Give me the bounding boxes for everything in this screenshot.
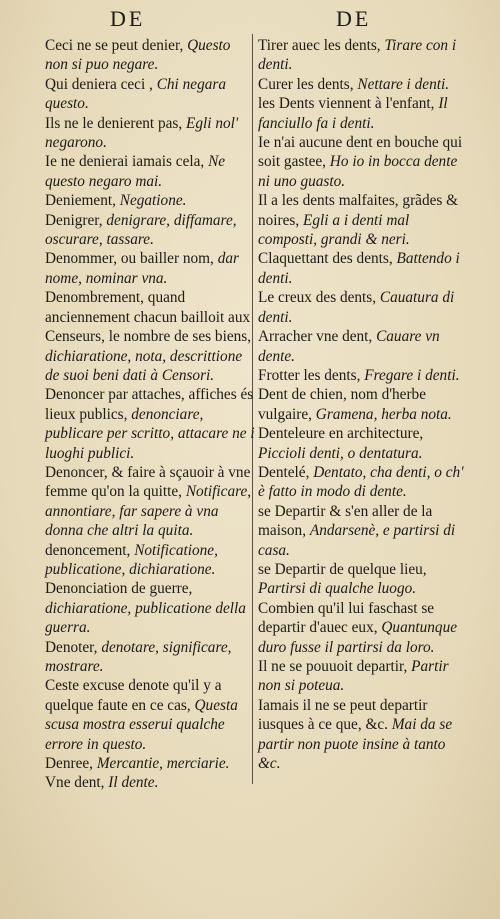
italian-translation: dichiaratione, publicatione della guerra. (45, 599, 246, 637)
italian-translation: Cauatura di denti. (258, 289, 455, 326)
dictionary-entry (258, 133, 468, 191)
dictionary-entry (45, 541, 255, 580)
dictionary-entry (45, 191, 255, 210)
italian-translation: Questo non si puo negare. (45, 37, 231, 74)
french-text: Arracher vne dent, (258, 328, 377, 346)
french-text: Tirer auec les dents, (258, 37, 385, 54)
dictionary-entry (258, 657, 468, 696)
french-text: Vne dent, (45, 774, 109, 792)
dictionary-entry (258, 327, 468, 366)
dictionary-entry (45, 676, 255, 754)
french-text: Denigrer, (45, 211, 107, 229)
dictionary-entry (258, 366, 468, 385)
dictionary-entry (45, 152, 255, 191)
dictionary-entry (45, 75, 255, 114)
dictionary-entry (45, 288, 255, 385)
italian-translation: Notificatione, publicatione, dichiaratione. (45, 541, 218, 578)
french-text: Combien qu'il lui faschast se departir d'auec eux, (258, 599, 435, 637)
italian-translation: Ho io in bocca dente ni uno guasto. (258, 153, 458, 190)
italian-translation: Mercantie, merciarie. (96, 755, 230, 773)
right-column (258, 36, 468, 773)
italian-translation: Il fanciullo fa i denti. (258, 95, 448, 132)
dictionary-entry (45, 114, 255, 153)
italian-translation: Notificare, annontiare, far sapere à vna donna che altri la quita. (45, 483, 252, 540)
french-text: Ceste excuse denote qu'il y a quelque faute en ce cas, (45, 677, 222, 714)
italian-translation: Andarsenè, e partirsi di casa. (258, 522, 456, 559)
french-text: Frotter les dents, (258, 366, 365, 384)
french-text: Denoter, (45, 638, 102, 656)
dictionary-entry (45, 773, 255, 792)
italian-translation: Piccioli denti, o dentatura. (258, 444, 423, 462)
italian-translation: Quantunque duro fusse il partirsi da loro. (258, 619, 458, 656)
italian-translation: Nettare i denti. (357, 75, 450, 93)
italian-translation: denotare, significare, mostrare. (45, 638, 232, 675)
dictionary-entry (258, 560, 468, 599)
dictionary-entry (258, 424, 468, 463)
dictionary-entry (258, 696, 468, 774)
left-column (45, 36, 255, 793)
dictionary-entry (258, 75, 468, 94)
italian-translation: Egli nol' negarono. (45, 114, 239, 152)
dictionary-entry (45, 638, 255, 677)
italian-translation: Partirsi di qualche luogo. (258, 580, 417, 598)
french-text: Ils ne le denierent pas, (45, 114, 187, 132)
french-text: se Departir & s'en aller de la maison, (258, 502, 433, 540)
italian-translation: Fregare i denti. (364, 366, 460, 384)
header-right: DE (336, 6, 372, 31)
french-text: Claquettant des dents, (258, 250, 397, 268)
french-text: Denoncer par attaches, affiches és lieux publics, (45, 386, 254, 423)
italian-translation: dichiaratione, nota, descrittione de suoi beni dati à Censori. (45, 347, 243, 384)
french-text: Denree, (45, 755, 97, 773)
french-text: Denombrement, quand anciennement chacun bailloit aux Censeurs, le nombre de ses biens, (45, 289, 252, 346)
dictionary-entry (258, 502, 468, 560)
italian-translation: Gramena, herba nota. (315, 405, 452, 423)
italian-translation: Partir non si poteua. (258, 658, 449, 695)
dictionary-entry (258, 385, 468, 424)
italian-translation: Negatione. (119, 192, 187, 210)
italian-translation: Questa scusa mostra esserui qualche errore in questo. (45, 696, 238, 753)
french-text: Dent de chien, nom d'herbe vulgaire, (258, 386, 426, 423)
italian-translation: Battendo i denti. (258, 250, 460, 287)
dictionary-entry (258, 463, 468, 502)
french-text: Qui deniera ceci , (45, 75, 157, 93)
italian-translation: Egli a i denti mal composti, grandi & neri. (258, 211, 410, 249)
italian-translation: Mai da se partir non puote insine à tanto &c. (258, 716, 453, 773)
dictionary-entry (258, 599, 468, 657)
french-text: Iamais il ne se peut departir iusques à ce que, &c. (258, 696, 428, 734)
french-text: Denommer, ou bailler nom, (45, 250, 218, 268)
italian-translation: Tirare con i denti. (258, 37, 457, 74)
french-text: Denonciation de guerre, (45, 580, 193, 598)
italian-translation: denonciare, publicare per scritto, attacare ne i luoghi publici. (45, 405, 255, 462)
italian-translation: Cauare vn dente. (258, 328, 440, 365)
italian-translation: Ne questo negaro mai. (45, 153, 226, 190)
dictionary-entry (45, 36, 255, 75)
dictionary-entry (258, 191, 468, 249)
french-text: Denteleure en architecture, (258, 425, 424, 443)
dictionary-entry (45, 754, 255, 773)
french-text: Il ne se pouuoit departir, (258, 658, 412, 675)
italian-translation: Il dente. (108, 774, 159, 792)
french-text: Dentelé, (258, 463, 314, 481)
french-text: se Departir de quelque lieu, (258, 560, 427, 578)
dictionary-entry (45, 385, 255, 463)
french-text: Deniement, (45, 192, 120, 210)
dictionary-entry (258, 36, 468, 75)
dictionary-entry (258, 288, 468, 327)
french-text: Denoncer, & faire à sçauoir à vne femme qu'on la quitte, (45, 463, 251, 501)
french-text: Le creux des dents, (258, 289, 380, 307)
italian-translation: denigrare, diffamare, oscurare, tassare. (45, 211, 237, 249)
dictionary-entry (45, 211, 255, 250)
italian-translation: Chi negara questo. (45, 75, 226, 113)
running-header (0, 6, 500, 34)
dictionary-entry (45, 249, 255, 288)
dictionary-entry (45, 579, 255, 637)
dictionary-entry (258, 94, 468, 133)
french-text: Ie n'ai aucune dent en bouche qui soit gastee, (258, 134, 463, 171)
french-text: Ceci ne se peut denier, (45, 37, 188, 54)
dictionary-entry (258, 249, 468, 288)
french-text: Curer les dents, (258, 75, 358, 93)
header-left: DE (110, 6, 146, 31)
french-text: Il a les dents malfaites, grãdes & noires, (258, 192, 459, 229)
italian-translation: Dentato, cha denti, o ch' è fatto in modo di dente. (258, 463, 464, 501)
italian-translation: dar nome, nominar vna. (45, 250, 239, 287)
french-text: denoncement, (45, 541, 135, 559)
french-text: les Dents viennent à l'enfant, (258, 95, 439, 113)
dictionary-entry (45, 463, 255, 541)
french-text: Ie ne denierai iamais cela, (45, 153, 209, 171)
